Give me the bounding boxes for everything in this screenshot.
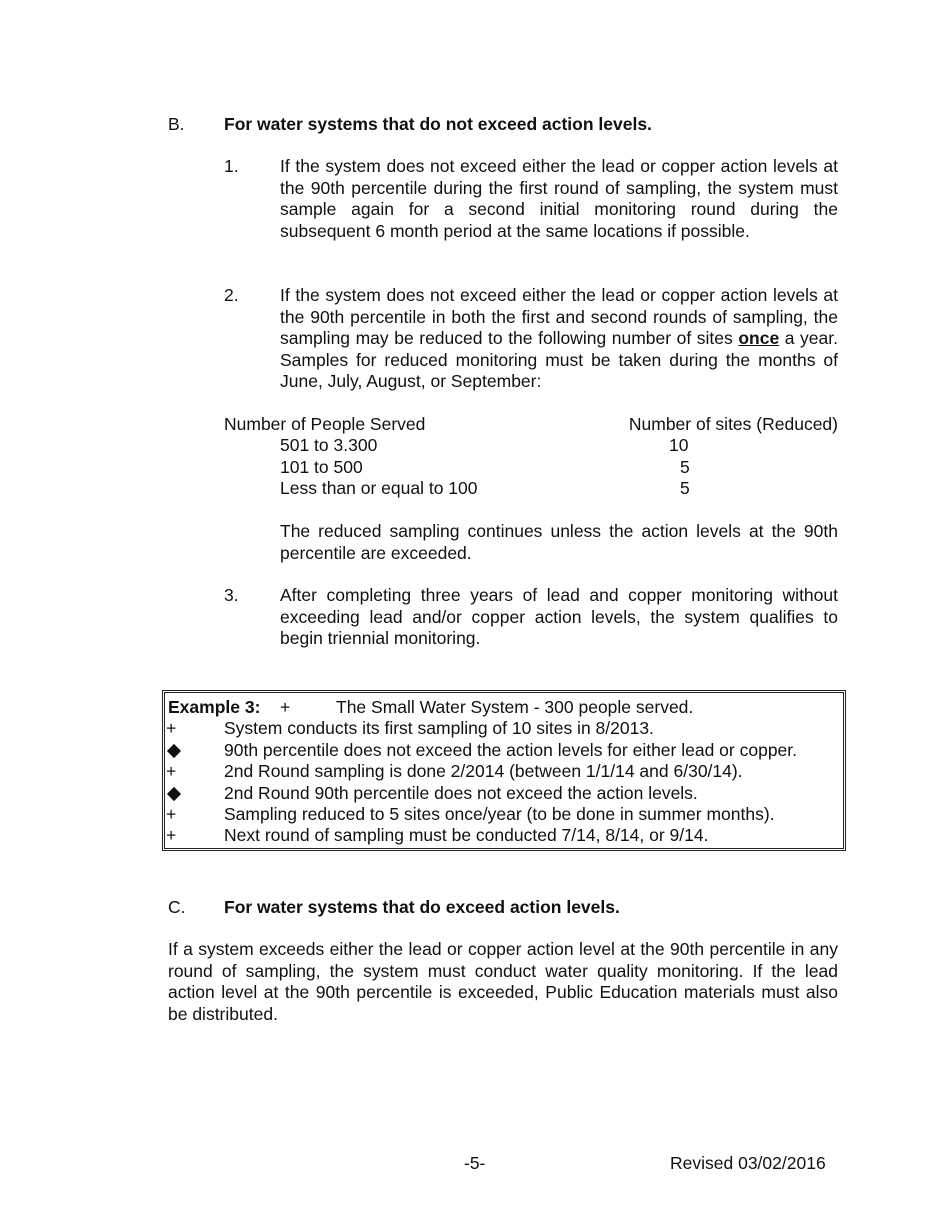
item-2-text-after: a year. Samples for reduced monitoring must be taken during the months of June, July, August, or September: bbox=[280, 328, 838, 391]
example-line-text: Sampling reduced to 5 sites once/year (to be done in summer months). bbox=[224, 804, 775, 824]
item-1-text: If the system does not exceed either the lead or copper action levels at the 90th percentile during the first round of sampling, the system must sample again for a second initial monitoring round during the subsequent 6 month period at the same locations if possible. bbox=[280, 156, 838, 241]
item-2-emphasis: once bbox=[738, 328, 780, 348]
plus-bullet: + bbox=[166, 804, 177, 824]
table-row-people: 501 to 3.300 bbox=[280, 435, 378, 455]
example-label: Example 3: bbox=[168, 697, 261, 717]
table-row-sites: 10 bbox=[669, 435, 689, 455]
item-2-number: 2. bbox=[224, 285, 239, 305]
example-line-text: 2nd Round sampling is done 2/2014 (between 1/1/14 and 6/30/14). bbox=[224, 761, 743, 781]
section-b-letter: B. bbox=[168, 114, 185, 134]
example-line-text: 90th percentile does not exceed the action levels for either lead or copper. bbox=[224, 740, 798, 760]
item-2-text-before: If the system does not exceed either the lead or copper action levels at the 90th percentile in both the first and second rounds of sampling, the sampling may be reduced to the following number of sites bbox=[280, 285, 838, 348]
plus-bullet: + bbox=[166, 761, 177, 781]
item-2-text bbox=[280, 285, 838, 393]
reduced-sampling-note: The reduced sampling continues unless the action levels at the 90th percentile are exceeded. bbox=[280, 521, 838, 563]
plus-bullet: + bbox=[166, 718, 177, 738]
example-header-bullet: + bbox=[280, 697, 291, 717]
example-header-text: The Small Water System - 300 people served. bbox=[336, 697, 694, 717]
section-b-title: For water systems that do not exceed action levels. bbox=[224, 114, 652, 134]
example-line-text: System conducts its first sampling of 10 sites in 8/2013. bbox=[224, 718, 654, 738]
section-c-letter: C. bbox=[168, 897, 186, 917]
section-c-text: If a system exceeds either the lead or copper action level at the 90th percentile in any round of sampling, the system must conduct water quality monitoring. If the lead action level at the 90th percentile is exceeded, Public Education materials must also be distributed. bbox=[168, 939, 838, 1024]
table-header-sites: Number of sites (Reduced) bbox=[628, 414, 838, 434]
table-row-people: Less than or equal to 100 bbox=[280, 478, 478, 498]
item-1-number: 1. bbox=[224, 156, 239, 176]
example-line-text: Next round of sampling must be conducted 7/14, 8/14, or 9/14. bbox=[224, 825, 709, 845]
table-row-people: 101 to 500 bbox=[280, 457, 363, 477]
item-3-number: 3. bbox=[224, 585, 239, 605]
table-row-sites: 5 bbox=[680, 478, 690, 498]
page-number: -5- bbox=[464, 1153, 486, 1173]
revision-date: Revised 03/02/2016 bbox=[670, 1153, 826, 1173]
table-header-people: Number of People Served bbox=[224, 414, 426, 434]
item-3-text: After completing three years of lead and copper monitoring without exceeding lead and/or copper action levels, the system qualifies to begin triennial monitoring. bbox=[280, 585, 838, 648]
example-line-text: 2nd Round 90th percentile does not exceed the action levels. bbox=[224, 783, 698, 803]
table-row-sites: 5 bbox=[680, 457, 690, 477]
diamond-bullet-icon bbox=[166, 740, 186, 762]
section-c-title: For water systems that do exceed action levels. bbox=[224, 897, 620, 917]
plus-bullet: + bbox=[166, 825, 177, 845]
diamond-bullet-icon bbox=[166, 783, 186, 805]
